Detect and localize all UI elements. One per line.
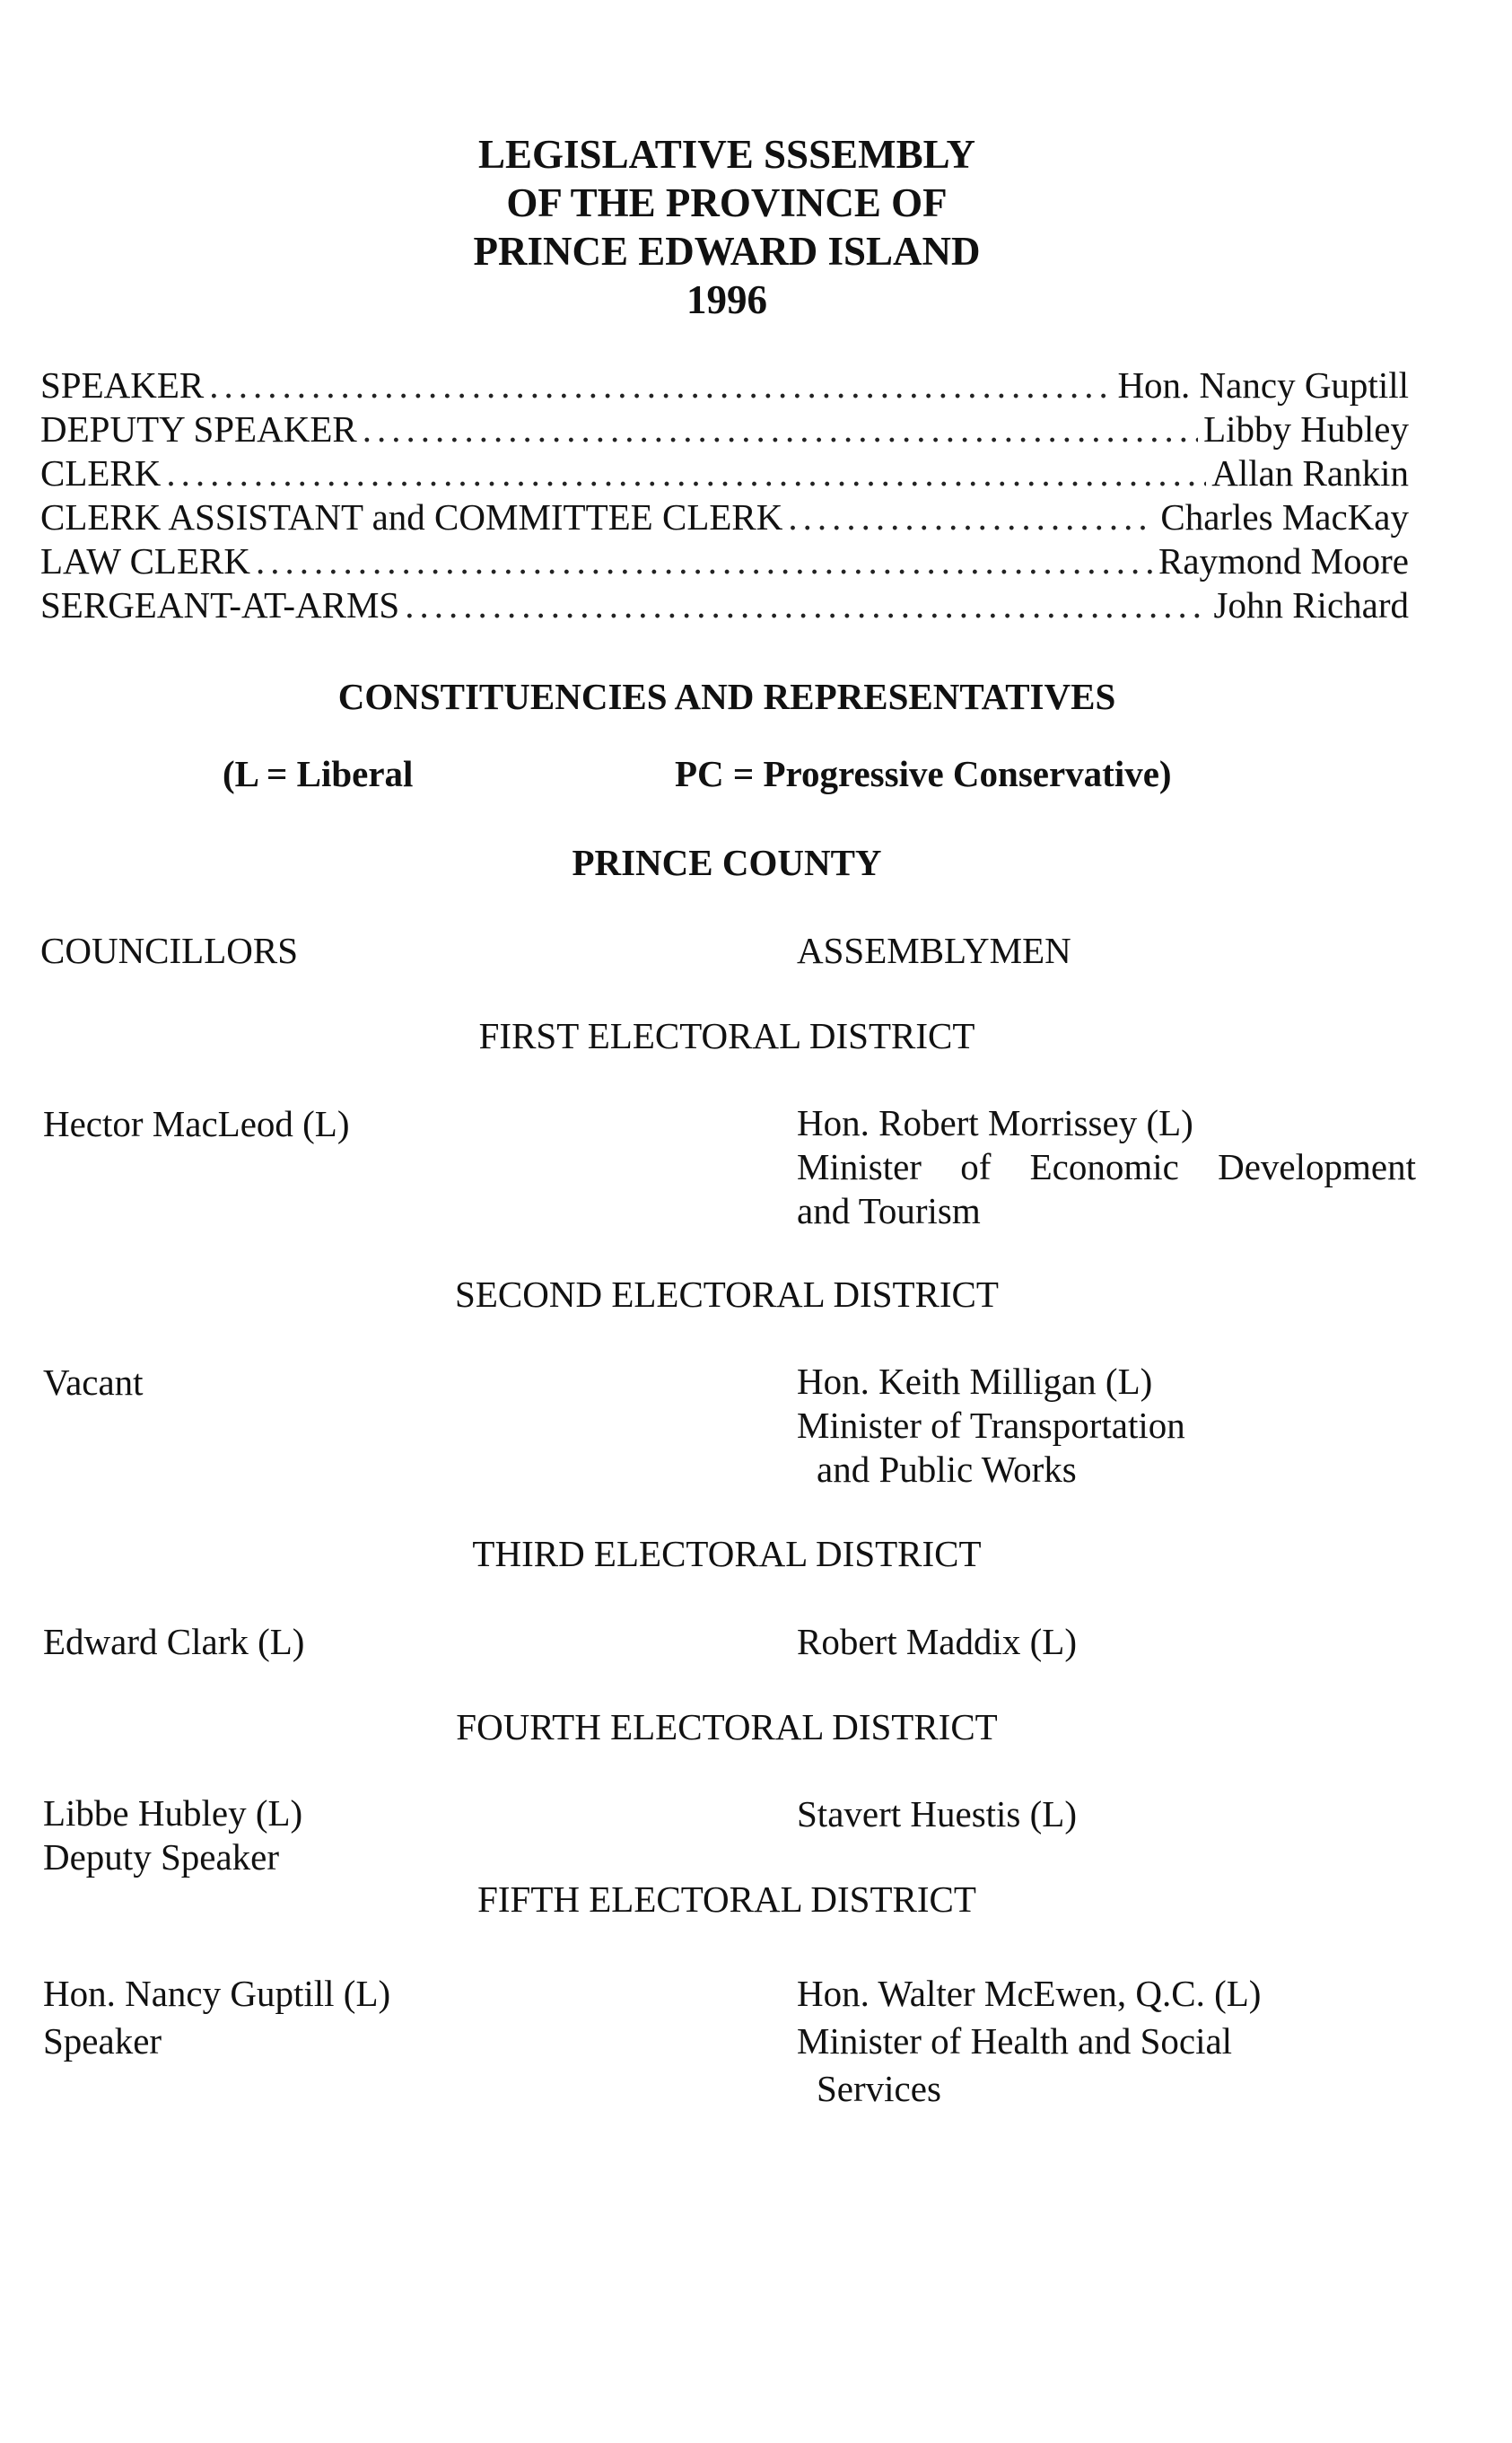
legend-liberal: (L = Liberal xyxy=(223,753,414,794)
officer-name: Hon. Nancy Guptill xyxy=(1117,364,1409,406)
assemblyman-portfolio: Minister of Health and Social xyxy=(797,2020,1233,2062)
county-heading: PRINCE COUNTY xyxy=(572,842,882,883)
officer-role: CLERK xyxy=(40,452,162,494)
assemblyman-portfolio: Minister of Transportation xyxy=(797,1405,1185,1446)
councillor-name: Edward Clark (L) xyxy=(43,1621,305,1662)
officer-row-speaker xyxy=(40,363,1409,407)
assemblyman-third xyxy=(797,1619,1416,1664)
councillor-name: Hector MacLeod (L) xyxy=(43,1103,350,1144)
district-heading-fifth: FIFTH ELECTORAL DISTRICT xyxy=(477,1878,976,1920)
assemblyman-name: Hon. Robert Morrissey (L) xyxy=(797,1102,1193,1143)
officer-row-deputy-speaker xyxy=(40,407,1409,451)
document-title xyxy=(0,130,1454,324)
dot-leader xyxy=(363,407,1198,451)
councillor-second xyxy=(43,1360,144,1405)
officer-name: Charles MacKay xyxy=(1160,496,1409,538)
councillor-third xyxy=(43,1619,304,1664)
assemblyman-fifth xyxy=(797,1970,1416,2113)
councillor-role: Speaker xyxy=(43,2020,162,2062)
assemblyman-portfolio-cont: and Public Works xyxy=(817,1449,1077,1490)
legend-pc: PC = Progressive Conservative) xyxy=(675,753,1172,794)
councillor-first xyxy=(43,1101,350,1146)
councillor-fifth xyxy=(43,1970,390,2065)
district-heading-third: THIRD ELECTORAL DISTRICT xyxy=(472,1533,982,1574)
title-line-1: LEGISLATIVE SSSEMBLY xyxy=(478,132,975,177)
dot-leader xyxy=(166,451,1206,495)
district-heading-fourth: FOURTH ELECTORAL DISTRICT xyxy=(456,1706,998,1747)
district-heading-second: SECOND ELECTORAL DISTRICT xyxy=(455,1274,999,1315)
officer-role: CLERK ASSISTANT and COMMITTEE CLERK xyxy=(40,496,783,538)
dot-leader xyxy=(788,495,1155,539)
dot-leader xyxy=(209,363,1112,407)
officer-name: Allan Rankin xyxy=(1211,452,1409,494)
assemblyman-portfolio: Minister of Economic Development xyxy=(797,1146,1416,1187)
assemblyman-fourth xyxy=(797,1791,1416,1836)
assemblyman-second xyxy=(797,1360,1416,1492)
councillor-name: Vacant xyxy=(43,1362,144,1403)
officer-role: SPEAKER xyxy=(40,364,205,406)
assemblyman-name: Hon. Walter McEwen, Q.C. (L) xyxy=(797,1973,1262,2014)
officer-role: DEPUTY SPEAKER xyxy=(40,408,357,450)
officer-role: LAW CLERK xyxy=(40,540,250,582)
assemblyman-portfolio-cont: Services xyxy=(817,2068,941,2109)
officers-list xyxy=(40,363,1409,627)
officer-row-clerk xyxy=(40,451,1409,495)
councillor-role: Deputy Speaker xyxy=(43,1836,279,1878)
assemblyman-first xyxy=(797,1101,1416,1233)
officer-name: Libby Hubley xyxy=(1203,408,1409,450)
officer-row-law-clerk xyxy=(40,539,1409,583)
title-line-2: OF THE PROVINCE OF xyxy=(506,180,948,225)
councillor-fourth xyxy=(43,1791,302,1879)
dot-leader xyxy=(405,583,1208,627)
councillor-name: Libbe Hubley (L) xyxy=(43,1792,303,1834)
officer-row-sergeant-at-arms xyxy=(40,583,1409,627)
column-header-assemblymen: ASSEMBLYMEN xyxy=(797,930,1071,971)
officer-name: Raymond Moore xyxy=(1158,540,1409,582)
district-heading-first: FIRST ELECTORAL DISTRICT xyxy=(478,1015,975,1056)
assemblyman-portfolio-cont: and Tourism xyxy=(797,1190,981,1231)
title-line-3: PRINCE EDWARD ISLAND xyxy=(473,229,981,274)
constituencies-heading: CONSTITUENCIES AND REPRESENTATIVES xyxy=(337,676,1116,717)
title-year: 1996 xyxy=(686,277,767,322)
assemblyman-name: Robert Maddix (L) xyxy=(797,1621,1077,1662)
officer-row-clerk-assistant xyxy=(40,495,1409,539)
officer-role: SERGEANT-AT-ARMS xyxy=(40,584,400,626)
assemblyman-name: Hon. Keith Milligan (L) xyxy=(797,1361,1153,1402)
officer-name: John Richard xyxy=(1213,584,1409,626)
dot-leader xyxy=(256,539,1153,583)
councillor-name: Hon. Nancy Guptill (L) xyxy=(43,1973,391,2014)
column-header-councillors: COUNCILLORS xyxy=(40,930,299,971)
assemblyman-name: Stavert Huestis (L) xyxy=(797,1793,1077,1834)
